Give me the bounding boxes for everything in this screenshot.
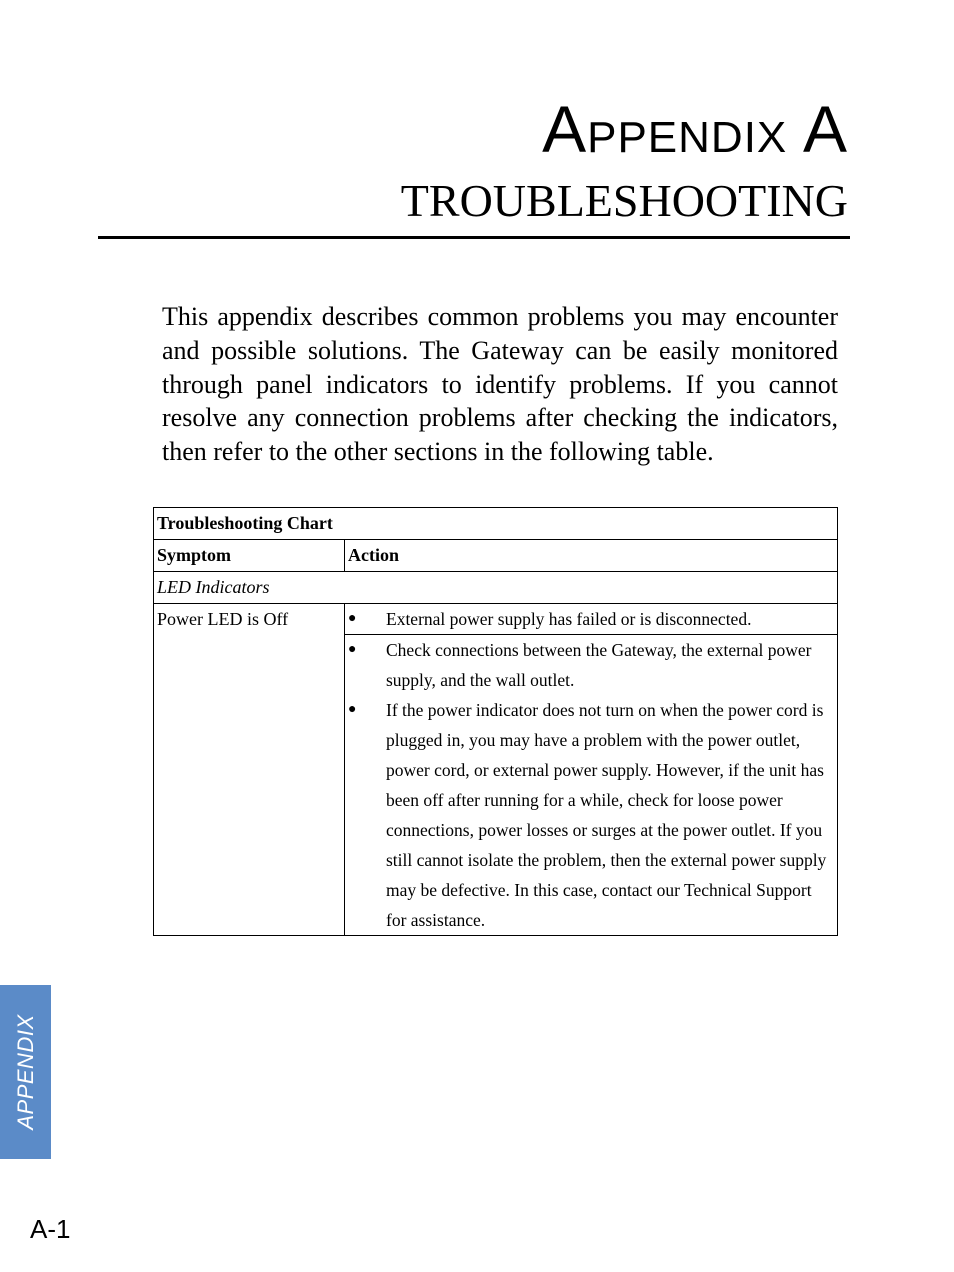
column-header-action: Action [345,540,838,572]
action-text: External power supply has failed or is disconnected. [386,609,752,629]
intro-paragraph: This appendix describes common problems you may encounter and possible solutions. The Gateway can be easily monitored through panel indicators to identify problems. If you cannot resolve any connection problems after checking the indicators, then refer to the other sections in the following table. [162,302,838,467]
symptom-cell: Power LED is Off [154,604,345,936]
side-tab-label: APPENDIX [12,1014,38,1130]
table-row [154,604,838,936]
appendix-side-tab [0,985,51,1159]
title-rule [98,236,850,239]
appendix-title-rest: PPENDIX [587,113,788,162]
action-list [348,604,834,935]
bullet-icon: ● [348,611,357,626]
page-title: TROUBLESHOOTING [400,175,848,226]
column-header-symptom: Symptom [154,540,345,572]
list-item [345,695,837,935]
chart-caption: Troubleshooting Chart [154,508,838,540]
bullet-icon: ● [348,702,357,717]
action-text: Check connections between the Gateway, the external power supply, and the wall outlet. [386,640,812,690]
appendix-title [542,92,848,166]
troubleshooting-chart [153,507,838,936]
action-cell [345,604,838,936]
page-number: A-1 [30,1214,71,1244]
list-item [345,634,837,695]
list-item [345,604,837,634]
action-text: If the power indicator does not turn on when the power cord is plugged in, you may have a problem with the power outlet, power cord, or external power supply. However, if the unit has been off after running for a while, check for loose power connections, power losses or surges at the power outlet. If you still cannot isolate the problem, then the external power supply may be defective. In this case, contact our Technical Support for assistance. [386,700,827,930]
appendix-title-initial: A [542,92,588,166]
section-label: LED Indicators [154,572,838,604]
appendix-title-letter: A [802,92,848,166]
bullet-icon: ● [348,642,357,657]
